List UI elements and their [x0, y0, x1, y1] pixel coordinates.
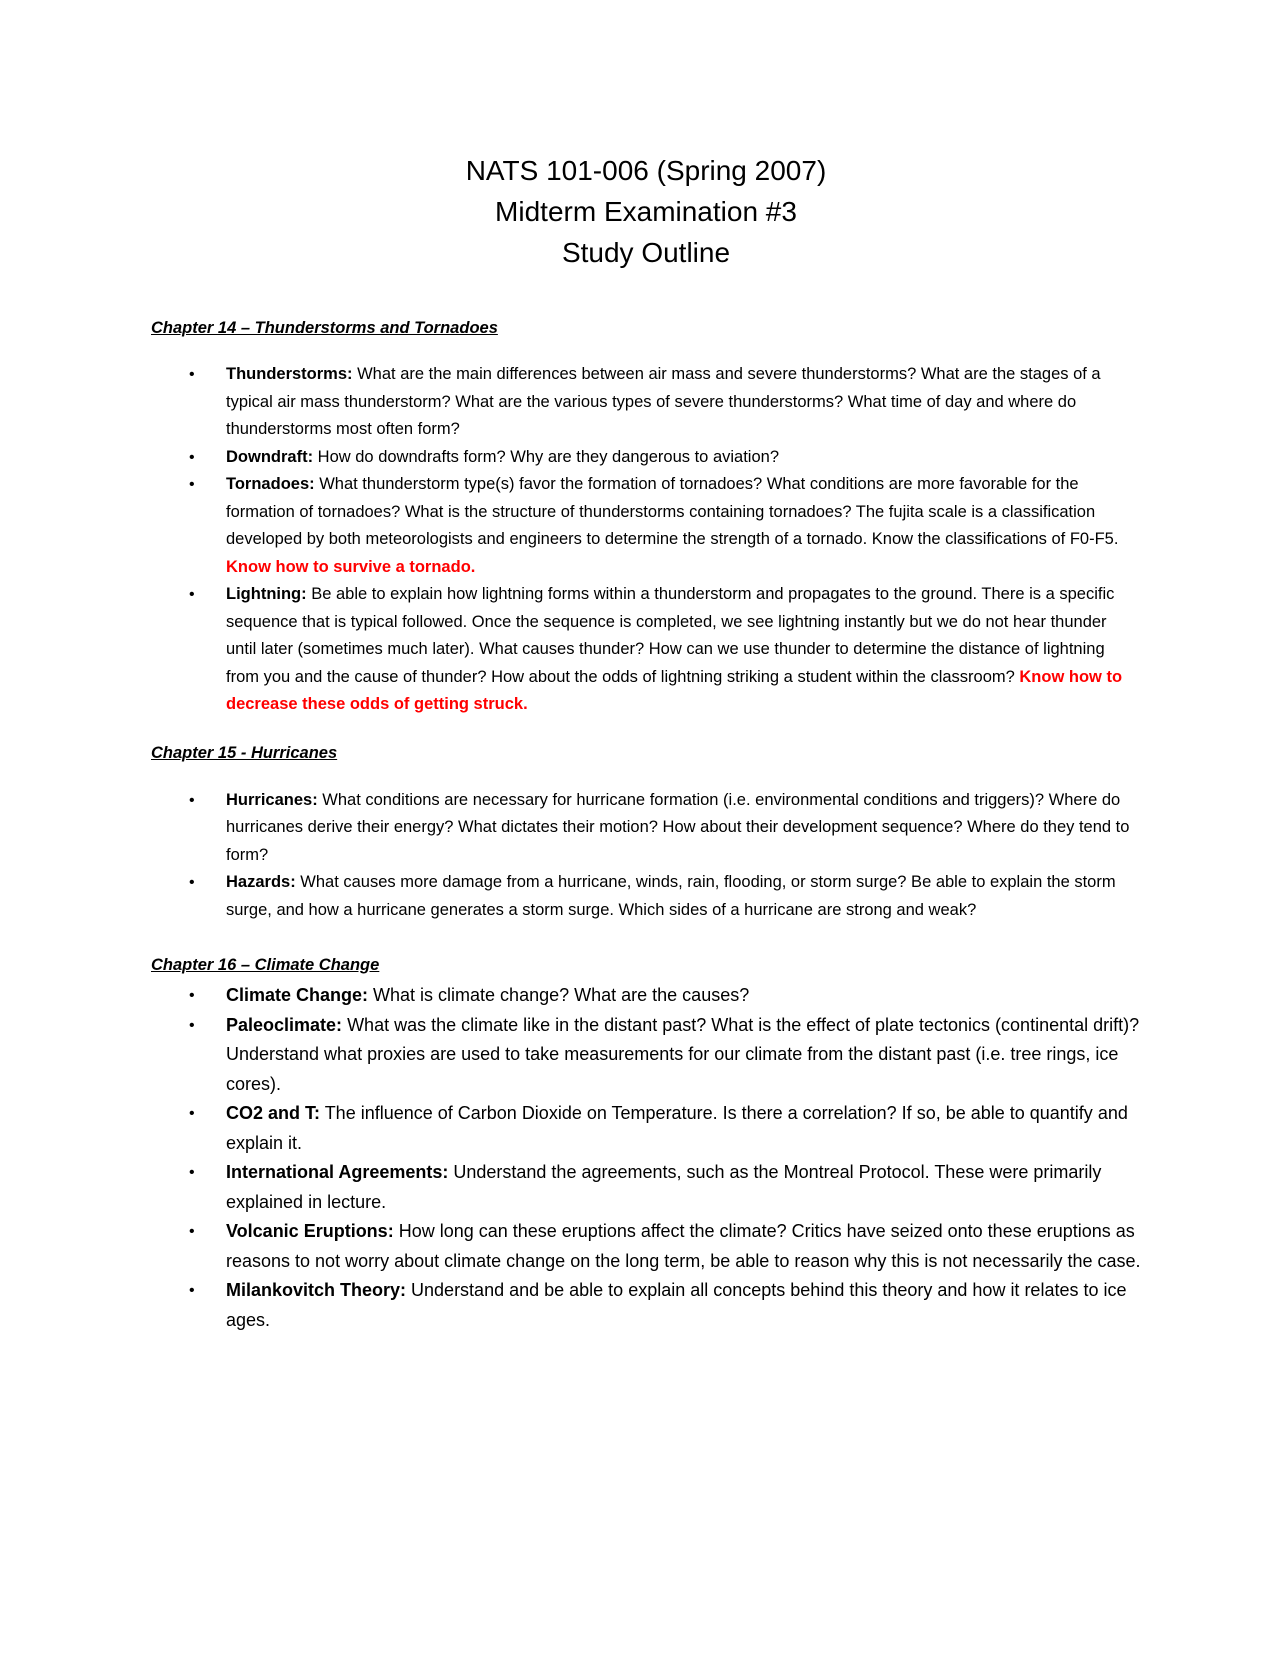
- bullet-icon: •: [189, 366, 195, 383]
- document-page: [151, 150, 1141, 1335]
- item-term: Milankovitch Theory:: [226, 1280, 407, 1300]
- bullet-icon: •: [189, 1016, 195, 1034]
- outline-title: Study Outline: [561, 237, 731, 268]
- item-text: What thunderstorm type(s) favor the formation of tornadoes? What conditions are more favorable for the formation of tornadoes? What is the structure of thunderstorms containing tornadoes? The fujita scale is a classification developed by both meteorologists and engineers to determine the strength of a tornado. Know the classifications of F0-F5.: [226, 475, 1119, 548]
- course-title: NATS 101-006 (Spring 2007): [465, 155, 827, 186]
- item-text: What was the climate like in the distant past? What is the effect of plate tectonics (continental drift)? Understand what proxies are used to take measurements for our climate from the distant past (i.e. tree rings, ice cores).: [226, 1014, 1140, 1094]
- item-term: Thunderstorms:: [226, 365, 353, 383]
- bullet-icon: •: [189, 476, 195, 493]
- item-text: What are the main differences between air mass and severe thunderstorms? What are the stages of a typical air mass thunderstorm? What are the various types of severe thunderstorms? What time of day and where do thunderstorms most often form?: [226, 365, 1101, 438]
- item-term: CO2 and T:: [226, 1103, 321, 1123]
- bullet-icon: •: [189, 1164, 195, 1181]
- item-term: Tornadoes:: [226, 475, 315, 493]
- bullet-icon: •: [189, 448, 195, 466]
- bullet-icon: •: [189, 1282, 195, 1299]
- list-item: [151, 1276, 1141, 1335]
- list-item: [151, 471, 1141, 581]
- list-item: [151, 1099, 1141, 1158]
- bullet-icon: •: [189, 987, 195, 1004]
- item-text: The influence of Carbon Dioxide on Temperature. Is there a correlation? If so, be able to quantify and explain it.: [226, 1103, 1128, 1153]
- item-text: How long can these eruptions affect the climate? Critics have seized onto these eruptions as reasons to not worry about climate change on the long term, be able to reason why this is not necessarily the case.: [226, 1221, 1141, 1271]
- item-text: Understand and be able to explain all concepts behind this theory and how it relates to ice ages.: [226, 1280, 1127, 1330]
- list-item: [151, 787, 1141, 870]
- item-text: What conditions are necessary for hurricane formation (i.e. environmental conditions and triggers)? Where do hurricanes derive their energy? What dictates their motion? How about their development sequence? Where do they tend to form?: [226, 790, 1130, 864]
- list-item: [151, 869, 1141, 924]
- list-item: [151, 1217, 1141, 1276]
- item-text: Be able to explain how lightning forms within a thunderstorm and propagates to the ground. There is a specific sequence that is typical followed. Once the sequence is completed, we see lightning instantly but we do not hear thunder until later (sometimes much later). What causes thunder? How can we use thunder to determine the distance of lightning from you and the cause of thunder? How about the odds of lightning striking a student within the classroom?: [226, 585, 1115, 686]
- item-term: Downdraft:: [226, 447, 314, 466]
- bullet-icon: •: [189, 1105, 195, 1122]
- chapter-14-heading: Chapter 14 – Thunderstorms and Tornadoes: [151, 319, 498, 337]
- bullet-icon: •: [189, 1223, 195, 1240]
- list-item: [151, 1011, 1141, 1100]
- item-term: Hazards:: [226, 873, 296, 891]
- list-item: [151, 1158, 1141, 1217]
- item-term: Climate Change:: [226, 985, 369, 1005]
- item-term: Lightning:: [226, 585, 307, 603]
- chapter-15-list: [151, 787, 1141, 925]
- item-text: What causes more damage from a hurricane, winds, rain, flooding, or storm surge? Be able to explain the storm surge, and how a hurricane generates a storm surge. Which sides of a hurricane are strong and weak?: [226, 873, 1116, 919]
- item-text: How do downdrafts form? Why are they dangerous to aviation?: [313, 447, 779, 466]
- bullet-icon: •: [189, 791, 195, 809]
- list-item: [151, 444, 1141, 472]
- warning-text: Know how to decrease these odds of getting struck.: [226, 667, 1123, 713]
- chapter-16-heading: Chapter 16 – Climate Change: [151, 956, 380, 974]
- chapter-16-list: [151, 981, 1141, 1335]
- item-term: Paleoclimate:: [226, 1014, 343, 1035]
- bullet-icon: •: [189, 586, 195, 603]
- item-text: Understand the agreements, such as the Montreal Protocol. These were primarily explained in lecture.: [226, 1162, 1102, 1212]
- list-item: [151, 361, 1141, 444]
- item-term: Hurricanes:: [226, 790, 318, 809]
- chapter-15-heading: Chapter 15 - Hurricanes: [151, 743, 338, 762]
- bullet-icon: •: [189, 874, 195, 891]
- item-term: International Agreements:: [226, 1162, 449, 1182]
- item-text: What is climate change? What are the causes?: [368, 985, 750, 1005]
- chapter-14-list: [151, 361, 1141, 719]
- document-title: [151, 150, 1141, 273]
- warning-text: Know how to survive a tornado.: [226, 557, 476, 576]
- exam-title: Midterm Examination #3: [495, 196, 797, 227]
- list-item: [151, 581, 1141, 719]
- list-item: [151, 981, 1141, 1011]
- item-term: Volcanic Eruptions:: [226, 1221, 394, 1241]
